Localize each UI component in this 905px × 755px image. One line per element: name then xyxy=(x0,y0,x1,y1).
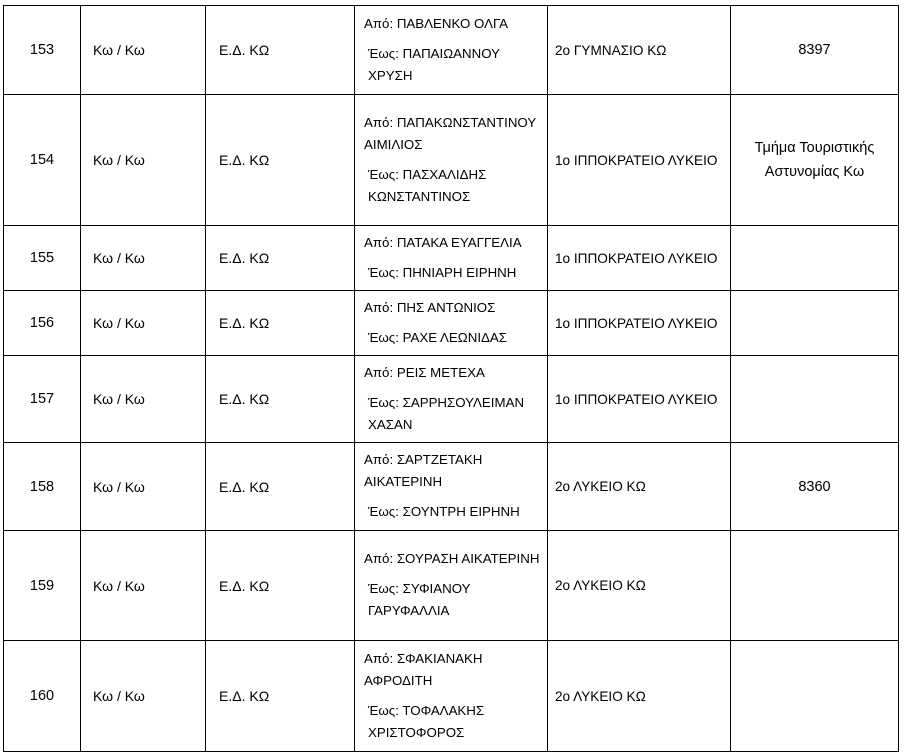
area-cell: Κω / Κω xyxy=(81,443,206,531)
extra-cell xyxy=(731,356,899,443)
range-from: Από: ΠΑΠΑΚΩΝΣΤΑΝΤΙΝΟΥ ΑΙΜΙΛΙΟΣ xyxy=(364,114,536,152)
area-cell: Κω / Κω xyxy=(81,291,206,356)
location-cell: 2ο ΛΥΚΕΙΟ ΚΩ xyxy=(548,531,731,641)
range-cell xyxy=(355,95,548,226)
range-from: Από: ΡΕΙΣ ΜΕΤΕΧΑ xyxy=(364,364,485,380)
polling-stations-table xyxy=(3,5,899,752)
area-cell: Κω / Κω xyxy=(81,95,206,226)
range-to: Έως: ΣΟΥΝΤΡΗ ΕΙΡΗΝΗ xyxy=(368,504,520,519)
area-cell: Κω / Κω xyxy=(81,356,206,443)
row-number: 156 xyxy=(4,291,81,356)
extra-cell: 8397 xyxy=(731,6,899,95)
range-cell xyxy=(355,226,548,291)
extra-cell xyxy=(731,226,899,291)
table-row xyxy=(4,226,899,291)
location-cell: 1ο ΙΠΠΟΚΡΑΤΕΙΟ ΛΥΚΕΙΟ xyxy=(548,226,731,291)
range-to: Έως: ΣΥΦΙΑΝΟΥ ΓΑΡΥΦΑΛΛΙΑ xyxy=(368,581,471,618)
type-cell: Ε.Δ. ΚΩ xyxy=(206,95,355,226)
row-number: 154 xyxy=(4,95,81,226)
row-number: 160 xyxy=(4,641,81,752)
table-row xyxy=(4,6,899,95)
table-row xyxy=(4,291,899,356)
range-to: Έως: ΤΟΦΑΛΑΚΗΣ ΧΡΙΣΤΟΦΟΡΟΣ xyxy=(368,702,485,740)
extra-cell xyxy=(731,291,899,356)
row-number: 158 xyxy=(4,443,81,531)
type-cell: Ε.Δ. ΚΩ xyxy=(206,291,355,356)
range-to: Έως: ΡΑΧΕ ΛΕΩΝΙΔΑΣ xyxy=(368,329,508,345)
type-cell: Ε.Δ. ΚΩ xyxy=(206,641,355,752)
location-cell: 1ο ΙΠΠΟΚΡΑΤΕΙΟ ΛΥΚΕΙΟ xyxy=(548,291,731,356)
range-to: Έως: ΠΗΝΙΑΡΗ ΕΙΡΗΝΗ xyxy=(368,264,517,280)
location-cell: 1ο ΙΠΠΟΚΡΑΤΕΙΟ ΛΥΚΕΙΟ xyxy=(548,356,731,443)
extra-cell: Τμήμα Τουριστικής Αστυνομίας Κω xyxy=(731,95,899,226)
table-row xyxy=(4,443,899,531)
extra-cell: 8360 xyxy=(731,443,899,531)
extra-cell xyxy=(731,531,899,641)
area-cell: Κω / Κω xyxy=(81,641,206,752)
area-cell: Κω / Κω xyxy=(81,6,206,95)
range-to: Έως: ΣΑΡΡΗΣΟΥΛΕΙΜΑΝ ΧΑΣΑΝ xyxy=(368,394,525,432)
table-row xyxy=(4,356,899,443)
area-cell: Κω / Κω xyxy=(81,226,206,291)
type-cell: Ε.Δ. ΚΩ xyxy=(206,443,355,531)
range-cell xyxy=(355,531,548,641)
table-row xyxy=(4,531,899,641)
range-from: Από: ΣΑΡΤΖΕΤΑΚΗ ΑΙΚΑΤΕΡΙΝΗ xyxy=(364,452,483,489)
range-from: Από: ΠΑΒΛΕΝΚΟ ΟΛΓΑ xyxy=(364,15,508,31)
type-cell: Ε.Δ. ΚΩ xyxy=(206,356,355,443)
extra-cell xyxy=(731,641,899,752)
location-cell: 2ο ΛΥΚΕΙΟ ΚΩ xyxy=(548,443,731,531)
table-row xyxy=(4,641,899,752)
range-to: Έως: ΠΑΠΑΙΩΑΝΝΟΥ ΧΡΥΣΗ xyxy=(368,45,500,83)
range-to: Έως: ΠΑΣΧΑΛΙΔΗΣ ΚΩΝΣΤΑΝΤΙΝΟΣ xyxy=(368,166,487,204)
row-number: 157 xyxy=(4,356,81,443)
range-from: Από: ΠΗΣ ΑΝΤΩΝΙΟΣ xyxy=(364,299,496,315)
range-from: Από: ΣΦΑΚΙΑΝΑΚΗ ΑΦΡΟΔΙΤΗ xyxy=(364,650,483,688)
range-cell xyxy=(355,443,548,531)
location-cell: 2ο ΓΥΜΝΑΣΙΟ ΚΩ xyxy=(548,6,731,95)
range-cell xyxy=(355,641,548,752)
table-row xyxy=(4,95,899,226)
location-cell: 1ο ΙΠΠΟΚΡΑΤΕΙΟ ΛΥΚΕΙΟ xyxy=(548,95,731,226)
row-number: 153 xyxy=(4,6,81,95)
range-cell xyxy=(355,291,548,356)
type-cell: Ε.Δ. ΚΩ xyxy=(206,6,355,95)
row-number: 159 xyxy=(4,531,81,641)
row-number: 155 xyxy=(4,226,81,291)
range-from: Από: ΠΑΤΑΚΑ ΕΥΑΓΓΕΛΙΑ xyxy=(364,234,522,250)
location-cell: 2ο ΛΥΚΕΙΟ ΚΩ xyxy=(548,641,731,752)
type-cell: Ε.Δ. ΚΩ xyxy=(206,226,355,291)
type-cell: Ε.Δ. ΚΩ xyxy=(206,531,355,641)
range-cell xyxy=(355,6,548,95)
range-from: Από: ΣΟΥΡΑΣΗ ΑΙΚΑΤΕΡΙΝΗ xyxy=(364,551,540,566)
area-cell: Κω / Κω xyxy=(81,531,206,641)
range-cell xyxy=(355,356,548,443)
